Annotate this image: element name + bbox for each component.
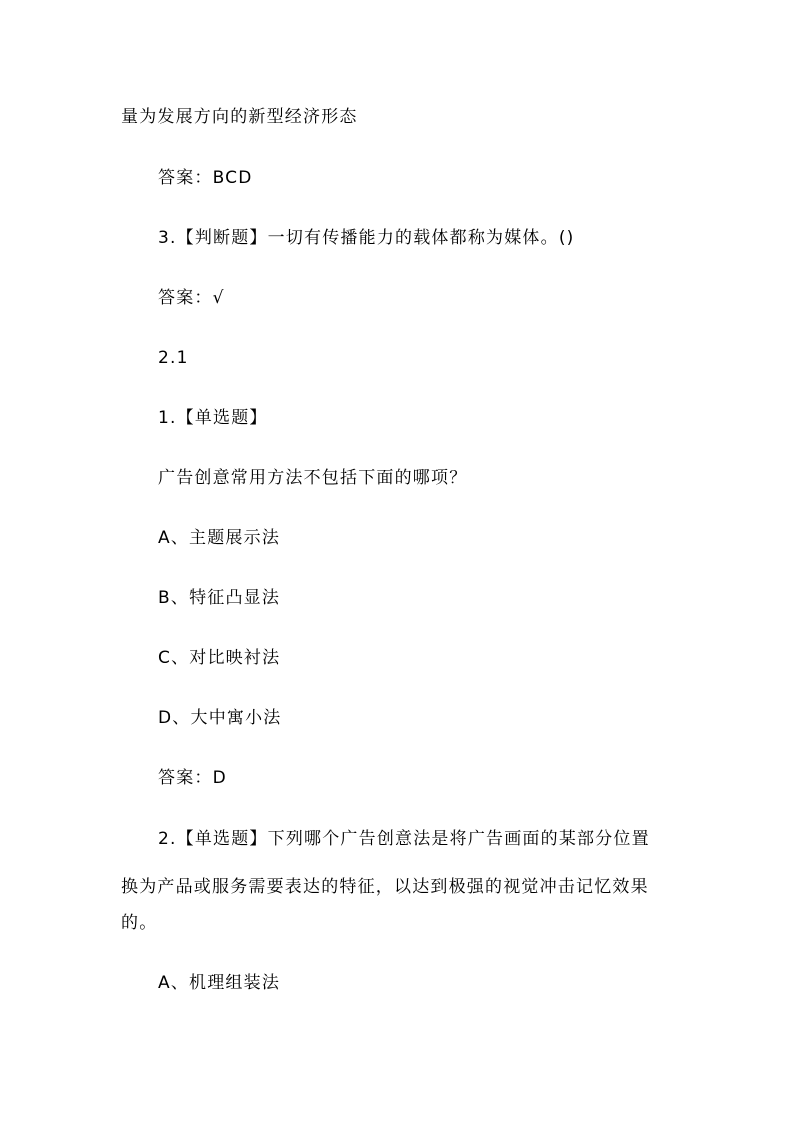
text-line-continuation: 量为发展方向的新型经济形态 [121, 107, 358, 127]
question-text: 广告创意常用方法不包括下面的哪项？ [158, 468, 468, 488]
question-single-choice: 1.【单选题】 [158, 408, 268, 428]
section-heading: 2.1 [158, 348, 189, 368]
question-single-choice: 2.【单选题】下列哪个广告创意法是将广告画面的某部分位置 [158, 829, 650, 849]
option-a: A、机理组装法 [158, 973, 281, 993]
option-a: A、主题展示法 [158, 528, 281, 548]
question-true-false: 3.【判断题】一切有传播能力的载体都称为媒体。() [158, 228, 575, 248]
option-c: C、对比映衬法 [158, 648, 281, 668]
question-text-continuation: 的。 [121, 913, 158, 933]
question-text-continuation: 换为产品或服务需要表达的特征，以达到极强的视觉冲击记忆效果 [121, 877, 649, 897]
answer-line: 答案：BCD [158, 168, 253, 188]
option-b: B、特征凸显法 [158, 588, 281, 608]
answer-line: 答案：D [158, 768, 227, 788]
option-d: D、大中寓小法 [158, 708, 282, 728]
answer-line: 答案：√ [158, 288, 225, 308]
